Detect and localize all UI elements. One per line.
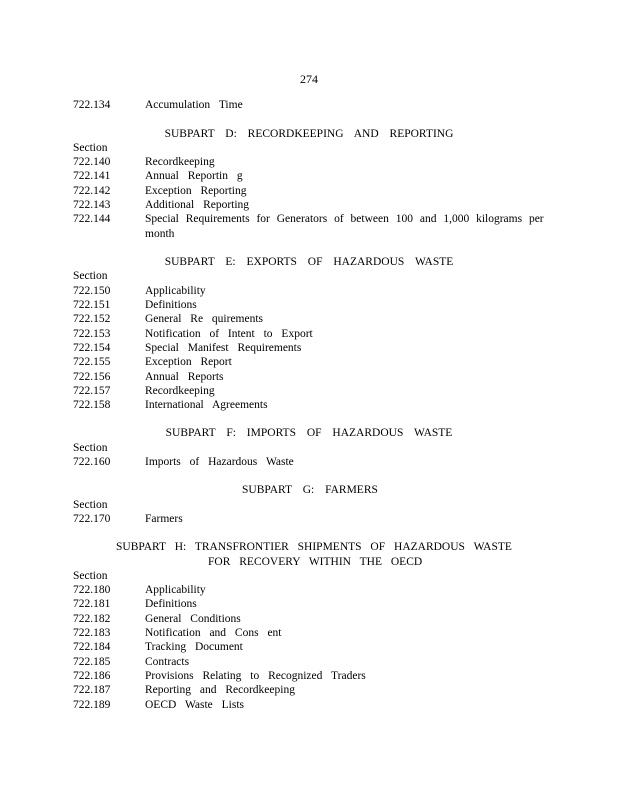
section-number: 722.183 [73,627,111,639]
section-title: Exception Reporting [145,185,247,197]
toc-entry [0,198,618,213]
section-number: 722.158 [73,399,111,411]
toc-entry [0,583,618,598]
toc-entry [0,655,618,670]
toc-entry [0,355,618,370]
toc-entry-continuation [0,227,618,242]
section-number: 722.181 [73,598,111,610]
section-number: 722.155 [73,356,111,368]
toc-entry [0,298,618,313]
subpart-heading: SUBPART H: TRANSFRONTIER SHIPMENTS OF HAZARDOUS WASTE [116,541,512,553]
toc-entry [0,341,618,356]
toc-entry [0,626,618,641]
section-title: Contracts [145,656,190,668]
toc-entry [0,597,618,612]
section-label-row [0,569,618,584]
section-title: Tracking Document [145,641,243,653]
section-number: 722.141 [73,170,111,182]
toc-entry [0,98,618,113]
toc-entry [0,212,618,227]
page-number: 274 [300,72,318,86]
section-title: Special Manifest Requirements [145,342,302,354]
subpart-heading: SUBPART G: FARMERS [242,484,378,496]
subpart-heading: SUBPART D: RECORDKEEPING AND REPORTING [164,128,454,140]
section-number: 722.185 [73,656,111,668]
section-title: Recordkeeping [145,156,215,168]
section-number: 722.187 [73,684,111,696]
toc-entry [0,370,618,385]
section-label-row [0,441,618,456]
section-number: 722.150 [73,285,111,297]
section-number: 722.154 [73,342,111,354]
section-number: 722.182 [73,613,111,625]
toc-entry [0,640,618,655]
section-label: Section [73,499,108,511]
toc-entry [0,384,618,399]
section-label: Section [73,570,108,582]
toc-entry [0,169,618,184]
section-number: 722.170 [73,513,111,525]
toc-entry [0,155,618,170]
section-title: Farmers [145,513,183,525]
subpart-heading: SUBPART E: EXPORTS OF HAZARDOUS WASTE [164,256,454,268]
toc-entry [0,284,618,299]
section-number: 722.143 [73,199,111,211]
section-title: Notification of Intent to Export [145,328,313,340]
section-label-row [0,141,618,156]
section-title: Imports of Hazardous Waste [145,456,294,468]
section-title: International Agreements [145,399,268,411]
section-number: 722.140 [73,156,111,168]
section-title: Exception Report [145,356,232,368]
section-title: Reporting and Recordkeeping [145,684,295,696]
section-number: 722.189 [73,699,111,711]
section-title: Annual Reportin g [145,170,243,182]
section-number: 722.157 [73,385,111,397]
toc-entry [0,327,618,342]
section-number: 722.156 [73,371,111,383]
section-title: Additional Reporting [145,199,250,211]
section-title: Applicability [145,584,206,596]
section-number: 722.152 [73,313,111,325]
section-number: 722.153 [73,328,111,340]
toc-entry [0,669,618,684]
subpart-heading-line2: FOR RECOVERY WITHIN THE OECD [208,556,423,568]
section-title: Definitions [145,598,197,610]
section-title: Annual Reports [145,371,224,383]
section-label: Section [73,442,108,454]
section-number: 722.151 [73,299,111,311]
subpart-heading: SUBPART F: IMPORTS OF HAZARDOUS WASTE [165,427,453,439]
section-label-row [0,498,618,513]
section-label-row [0,269,618,284]
section-number: 722.186 [73,670,111,682]
toc-entry [0,312,618,327]
section-label: Section [73,142,108,154]
section-title: Recordkeeping [145,385,215,397]
toc-entry [0,698,618,713]
section-number: 722.184 [73,641,111,653]
toc-entry [0,184,618,199]
section-number: 722.180 [73,584,111,596]
section-title: Notification and Cons ent [145,627,282,639]
section-number: 722.134 [73,99,111,111]
section-number: 722.160 [73,456,111,468]
section-title: General Re quirements [145,313,264,325]
section-title: Accumulation Time [145,99,243,111]
section-title: General Conditions [145,613,241,625]
section-title: Definitions [145,299,197,311]
section-title: Special Requirements for Generators of between 100 and 1,000 kilograms per [145,213,544,225]
section-title: month [145,228,175,240]
toc-entry [0,512,618,527]
section-title: OECD Waste Lists [145,699,245,711]
section-label: Section [73,270,108,282]
toc-entry [0,612,618,627]
section-title: Applicability [145,285,206,297]
toc-entry [0,455,618,470]
section-number: 722.142 [73,185,111,197]
section-title: Provisions Relating to Recognized Traders [145,670,366,682]
toc-entry [0,683,618,698]
section-number: 722.144 [73,213,111,225]
toc-entry [0,398,618,413]
